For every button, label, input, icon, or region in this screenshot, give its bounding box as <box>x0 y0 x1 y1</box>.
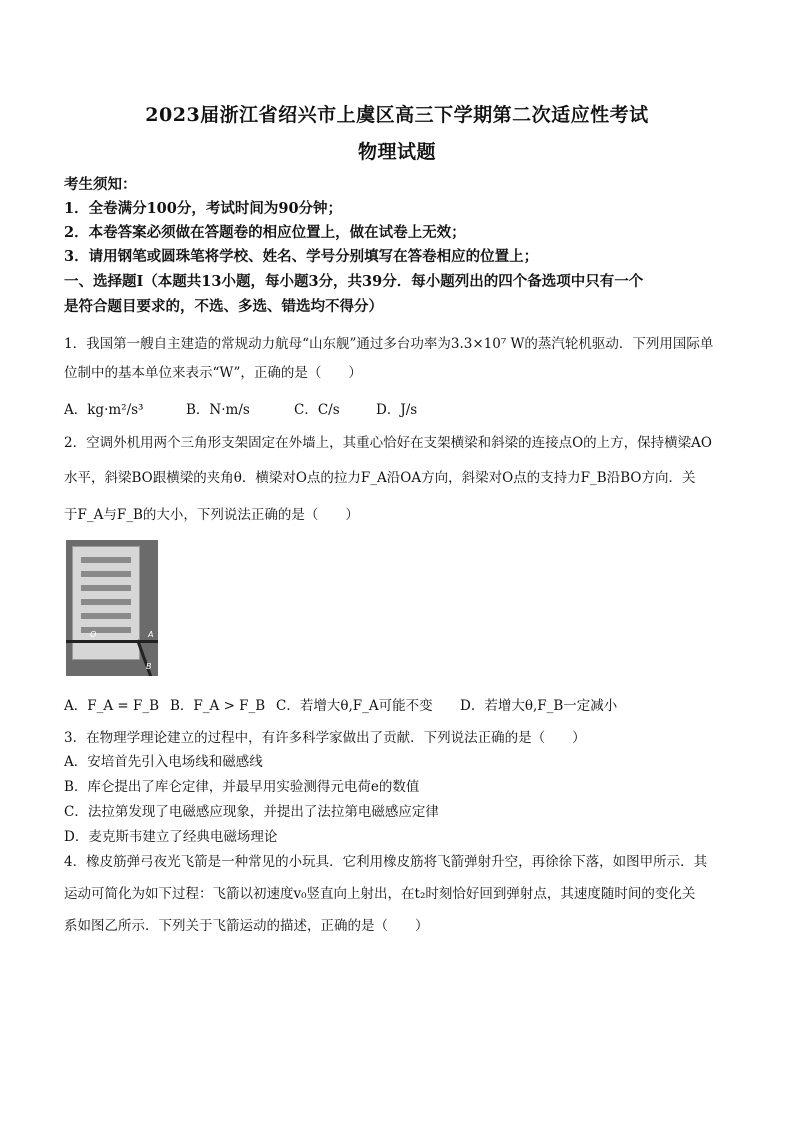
air-conditioner-bracket-photo <box>66 540 158 676</box>
q1-option-a: A．kg·m²/s³ <box>64 402 144 418</box>
q3-option-d: D．麦克斯韦建立了经典电磁场理论 <box>64 829 278 845</box>
q3-option-a: A．安培首先引入电场线和磁感线 <box>64 754 263 770</box>
q2-stem-line-2: 水平，斜梁BO跟横梁的夹角θ．横梁对O点的拉力F_A沿OA方向，斜梁对O点的支持力F_B沿BO方向．关 <box>64 470 696 486</box>
q4-stem-line-2: 运动可简化为如下过程：飞箭以初速度v₀竖直向上射出，在t₂时刻恰好回到弹射点，其速度随时间的变化关 <box>64 886 696 902</box>
q1-option-d: D．J/s <box>376 402 418 418</box>
q4-stem-line-3: 系如图乙所示．下列关于飞箭运动的描述，正确的是（ ） <box>64 918 429 934</box>
figure-label-a: A <box>148 630 154 639</box>
figure-label-o: O <box>90 630 97 639</box>
figure-label-b: B <box>146 662 152 671</box>
q2-option-b: B．F_A > F_B <box>170 698 266 714</box>
notice-item-2: 2．本卷答案必须做在答题卷的相应位置上，做在试卷上无效； <box>64 224 466 241</box>
q3-option-c: C．法拉第发现了电磁感应现象，并提出了法拉第电磁感应定律 <box>64 804 439 820</box>
q4-stem-line-1: 4．橡皮筋弹弓夜光飞箭是一种常见的小玩具．它利用橡皮筋将飞箭弹射升空，再徐徐下落，如图甲所示．其 <box>64 854 708 870</box>
q2-stem-line-3: 于F_A与F_B的大小，下列说法正确的是（ ） <box>64 507 359 523</box>
q2-stem-line-1: 2．空调外机用两个三角形支架固定在外墙上，其重心恰好在支架横梁和斜梁的连接点O的上方，保持横梁AO <box>64 435 712 451</box>
exam-title: 2023届浙江省绍兴市上虞区高三下学期第二次适应性考试 <box>145 104 649 126</box>
q1-stem-line-1: 1．我国第一艘自主建造的常规动力航母“山东舰”通过多台功率为3.3×10⁷ W的蒸汽轮机驱动．下列用国际单 <box>64 336 714 352</box>
bracket-beam <box>66 640 158 643</box>
q1-stem-line-2: 位制中的基本单位来表示“W”，正确的是（ ） <box>64 365 362 381</box>
q3-stem: 3．在物理学理论建立的过程中，有许多科学家做出了贡献．下列说法正确的是（ ） <box>64 730 586 746</box>
q3-option-b: B．库仑提出了库仑定律，并最早用实验测得元电荷e的数值 <box>64 779 420 795</box>
q2-option-d: D．若增大θ,F_B一定减小 <box>460 698 618 714</box>
section-heading-line-1: 一、选择题Ⅰ（本题共13小题，每小题3分，共39分．每小题列出的四个备选项中只有一个 <box>64 273 644 290</box>
q2-option-c: C．若增大θ,F_A可能不变 <box>276 698 433 714</box>
notice-item-1: 1．全卷满分100分，考试时间为90分钟； <box>64 200 343 217</box>
q1-option-c: C．C/s <box>294 402 340 418</box>
section-heading-line-2: 是符合题目要求的，不选、多选、错选均不得分） <box>64 298 383 315</box>
notice-heading: 考生须知： <box>64 176 137 193</box>
notice-item-3: 3．请用钢笔或圆珠笔将学校、姓名、学号分别填写在答卷相应的位置上； <box>64 248 539 265</box>
q2-option-a: A．F_A = F_B <box>64 698 160 714</box>
exam-subtitle: 物理试题 <box>357 141 436 163</box>
q1-option-b: B．N·m/s <box>186 402 250 418</box>
